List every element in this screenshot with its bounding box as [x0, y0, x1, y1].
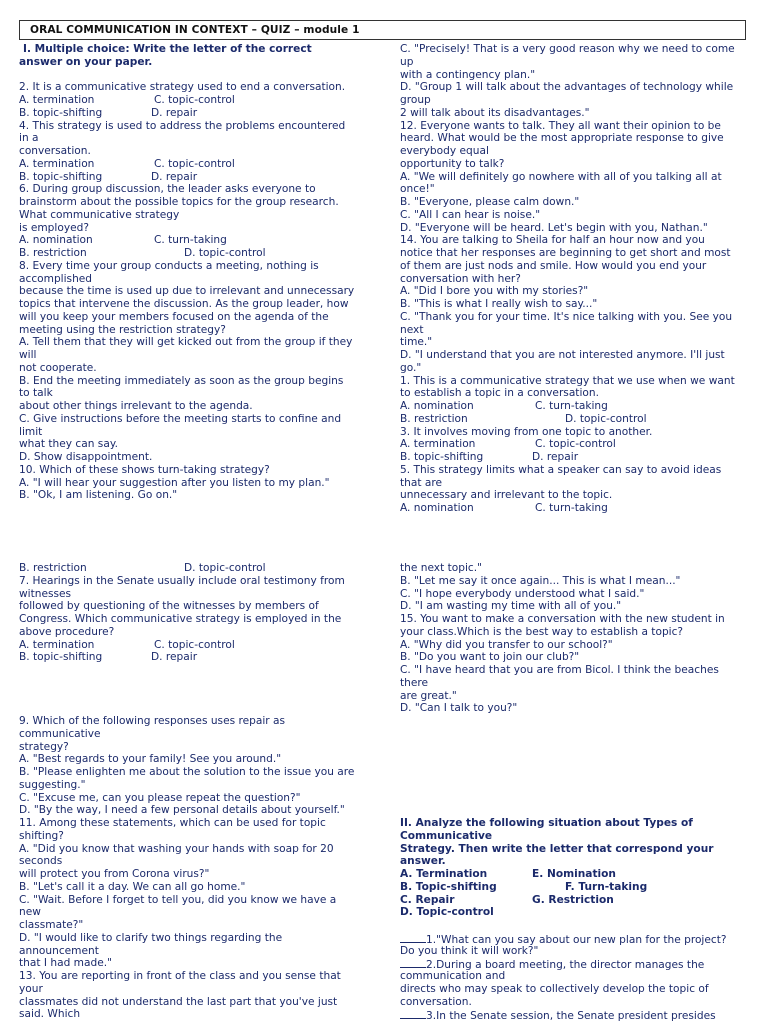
text-line	[400, 285, 735, 298]
text-line	[400, 362, 735, 375]
line-text: 13. You are reporting in front of the class and you sense that	[19, 970, 341, 982]
text-line	[400, 158, 735, 171]
text-line	[19, 945, 354, 958]
line-text: A. "We will definitely go nowhere with all of you talking all at	[400, 170, 722, 183]
text-line	[400, 983, 727, 996]
text-line	[19, 375, 354, 388]
text-line	[400, 626, 725, 639]
text-line	[19, 464, 354, 477]
line-text: brainstorm about the possible topics for the group research.	[19, 196, 339, 208]
line-text: A. termination	[19, 638, 95, 651]
text-line	[19, 477, 354, 490]
line-text: 3.In the Senate session, the Senate president presides	[426, 1010, 716, 1023]
line-text: will	[19, 349, 37, 361]
text-line	[400, 970, 727, 983]
text-line	[400, 132, 735, 145]
text-line	[19, 438, 354, 451]
line-text: Do you think it will work?"	[400, 944, 539, 957]
line-text: classmate?"	[19, 919, 84, 931]
text-line	[400, 919, 727, 932]
line-text: B. "This is what I really wish to say..."	[400, 298, 598, 310]
text-line	[400, 855, 727, 868]
line-text: D. Topic-control	[400, 906, 494, 919]
text-line	[400, 996, 727, 1009]
text-line	[19, 983, 354, 996]
text-line	[400, 894, 727, 907]
text-line	[19, 234, 354, 247]
option-text: C. topic-control	[154, 94, 235, 106]
text-line	[19, 336, 354, 349]
text-line	[19, 651, 345, 664]
line-text: A. "Why did you transfer to our school?"	[400, 638, 613, 651]
text-line	[400, 120, 735, 133]
line-text: is employed?	[19, 221, 89, 234]
line-text: shifting?	[19, 829, 64, 842]
line-text: what they can say.	[19, 438, 118, 451]
line-text: strategy?	[19, 740, 69, 753]
text-line	[19, 588, 345, 601]
line-text: A. termination	[19, 157, 95, 170]
line-text: 5. This strategy limits what a speaker can say to avoid ideas	[400, 463, 722, 476]
text-line	[400, 702, 725, 715]
text-line	[19, 132, 354, 145]
left-column-middle	[19, 562, 345, 664]
line-text: Communicative	[400, 829, 493, 842]
text-line	[400, 843, 727, 856]
line-text: Congress. Which communicative strategy is employed in the	[19, 613, 342, 625]
line-text: D. "By the way, I need a few personal details about yourself."	[19, 804, 345, 817]
text-line	[19, 932, 354, 945]
option-text: E. Nomination	[532, 868, 616, 880]
text-line	[19, 107, 354, 120]
text-line	[400, 677, 725, 690]
line-text: that are	[400, 476, 443, 489]
line-text: B. restriction	[19, 247, 87, 259]
text-line	[400, 43, 735, 56]
text-line	[19, 855, 354, 868]
text-line	[400, 438, 735, 451]
text-line	[19, 575, 345, 588]
line-text: C. "Thank you for your time. It's nice talking with you. See you	[400, 310, 733, 323]
text-line	[19, 94, 354, 107]
line-text: A. Termination	[400, 868, 488, 880]
text-line	[400, 247, 735, 260]
answer-blank[interactable]	[400, 957, 426, 968]
option-text: C. turn-taking	[535, 502, 608, 514]
line-text: will protect you from Corona virus?"	[19, 868, 210, 880]
line-text: B. restriction	[400, 412, 468, 425]
text-line	[19, 183, 354, 196]
text-line	[400, 375, 735, 388]
text-line	[400, 664, 725, 677]
line-text: time."	[400, 336, 433, 349]
text-line	[400, 817, 727, 830]
line-text: answer on your paper.	[19, 55, 153, 68]
line-text: D. "I understand that you are not interested anymore. I'll just	[400, 349, 725, 361]
line-text: once!"	[400, 183, 435, 196]
line-text: go."	[400, 361, 422, 374]
line-text: I. Multiple choice: Write the letter of the correct	[23, 43, 312, 55]
line-text: 10. Which of these shows turn-taking strategy?	[19, 463, 270, 476]
line-text: A. termination	[400, 438, 476, 451]
line-text: C. "Wait. Before I forget to tell you, did you know we have a	[19, 893, 337, 906]
line-text: II. Analyze the following situation about Types of	[400, 817, 693, 829]
line-text: A. "Did you know that washing your hands with soap for 20	[19, 842, 334, 855]
text-line	[19, 792, 354, 805]
text-line	[19, 209, 354, 222]
text-line	[19, 957, 354, 970]
text-line	[19, 600, 345, 613]
text-line	[19, 158, 354, 171]
text-line	[19, 69, 354, 82]
text-line	[400, 260, 735, 273]
line-text: 1. This is a communicative strategy that we use when we want	[400, 374, 735, 387]
line-text: D. "Can I talk to you?"	[400, 702, 518, 715]
text-line	[400, 413, 735, 426]
line-text: A. nomination	[19, 234, 93, 247]
answer-blank[interactable]	[400, 932, 426, 943]
line-text: opportunity to talk?	[400, 157, 505, 170]
line-text: Strategy. Then write the letter that correspond your	[400, 842, 714, 855]
line-text: suggesting."	[19, 778, 86, 791]
text-line	[19, 741, 354, 754]
line-text: A. Tell them that they will get kicked out from the group if they	[19, 336, 353, 349]
text-line	[19, 426, 354, 439]
text-line	[400, 209, 735, 222]
line-text: heard. What would be the most appropriate response to give	[400, 132, 724, 145]
text-line	[400, 502, 735, 515]
line-text: D. "Everyone will be heard. Let's begin with you, Nathan."	[400, 221, 708, 234]
line-text: C. "Excuse me, can you please repeat the question?"	[19, 791, 301, 804]
line-text: about other things irrelevant to the agenda.	[19, 400, 253, 412]
line-text: B. topic-shifting	[19, 106, 103, 119]
text-line	[400, 477, 735, 490]
line-text: will you keep your members focused on the agenda of the	[19, 310, 329, 323]
text-line	[19, 766, 354, 779]
text-line	[400, 222, 735, 235]
line-text: 14. You are talking to Sheila for half an hour now and you	[400, 234, 705, 247]
text-line	[400, 81, 735, 94]
text-line	[400, 196, 735, 209]
line-text: notice that her responses are beginning to get short and most	[400, 247, 731, 259]
text-line	[19, 451, 354, 464]
text-line	[400, 298, 735, 311]
line-text: accomplished	[19, 272, 93, 285]
text-line	[400, 273, 735, 286]
line-text: seconds	[19, 855, 63, 868]
option-text: C. turn-taking	[535, 400, 608, 412]
line-text: are great."	[400, 689, 457, 702]
line-text: above procedure?	[19, 625, 115, 638]
line-text: 8. Every time your group conducts a meeting, nothing is	[19, 259, 319, 272]
text-line	[400, 426, 735, 439]
line-text: C. "I have heard that you are from Bicol. I think the beaches	[400, 664, 719, 676]
option-text: D. repair	[532, 451, 579, 463]
line-text: B. "Let's call it a day. We can all go home."	[19, 880, 246, 893]
line-text: said. Which	[19, 1008, 81, 1021]
text-line	[400, 234, 735, 247]
text-line	[400, 145, 735, 158]
text-line	[19, 145, 354, 158]
text-line	[400, 588, 725, 601]
text-line	[400, 830, 727, 843]
text-line	[400, 400, 735, 413]
line-text: 3. It involves moving from one topic to another.	[400, 425, 653, 438]
line-text: 15. You want to make a conversation with the new student in	[400, 613, 725, 625]
line-text: everybody equal	[400, 145, 489, 157]
line-text: B. topic-shifting	[19, 170, 103, 183]
line-text: B. Topic-shifting	[400, 880, 497, 893]
line-text: D. "I am wasting my time with all of you."	[400, 600, 622, 613]
text-line	[19, 285, 354, 298]
line-text: conversation.	[400, 995, 472, 1008]
line-text: that I had made."	[19, 957, 112, 970]
text-line	[400, 451, 735, 464]
text-line	[19, 996, 354, 1009]
option-text: C. topic-control	[154, 157, 235, 170]
text-line	[400, 489, 735, 502]
line-text: C. "Precisely! That is a very good reason why we need to come	[400, 43, 735, 55]
text-line	[400, 906, 727, 919]
option-text: D. topic-control	[565, 412, 647, 425]
line-text: topics that intervene the discussion. As the group leader, how	[19, 298, 349, 310]
line-text: witnesses	[19, 587, 72, 600]
line-text: 9. Which of the following responses uses repair as	[19, 715, 286, 727]
text-line	[400, 945, 727, 958]
text-line	[19, 247, 354, 260]
line-text: your class.Which is the best way to establish a topic?	[400, 625, 684, 638]
line-text: conversation with her?	[400, 272, 521, 285]
text-line	[19, 311, 354, 324]
line-text: 1."What can you say about our new plan for the project?	[426, 933, 727, 946]
text-line	[400, 575, 725, 588]
line-text: to establish a topic in a conversation.	[400, 387, 599, 400]
right-column-middle	[400, 562, 725, 715]
text-line	[400, 311, 735, 324]
text-line	[400, 651, 725, 664]
line-text: 7. Hearings in the Senate usually include oral testimony from	[19, 574, 345, 587]
text-line	[400, 932, 727, 945]
line-text: C. "All I can hear is noise."	[400, 208, 541, 221]
text-line	[400, 562, 725, 575]
line-text: with a contingency plan."	[400, 68, 536, 81]
text-line	[19, 260, 354, 273]
line-text: D. "I would like to clarify two things regarding the	[19, 931, 283, 944]
text-line	[19, 817, 354, 830]
line-text: 12. Everyone wants to talk. They all want their opinion to be	[400, 119, 721, 132]
line-text: because the time is used up due to irrelevant and unnecessary	[19, 285, 355, 298]
line-text: B. "Let me say it once again... This is what I mean..."	[400, 574, 681, 587]
line-text: communication and	[400, 970, 506, 982]
quiz-title: ORAL COMMUNICATION IN CONTEXT – QUIZ – module 1	[30, 24, 360, 36]
quiz-title-box	[19, 20, 746, 40]
text-line	[19, 1008, 354, 1021]
option-text: D. topic-control	[184, 247, 266, 259]
line-text: answer.	[400, 855, 446, 868]
line-text: 2.During a board meeting, the director manages the	[426, 959, 705, 972]
line-text: C. Repair	[400, 893, 455, 906]
line-text: announcement	[19, 944, 99, 957]
line-text: there	[400, 676, 429, 689]
text-line	[400, 881, 727, 894]
line-text: not cooperate.	[19, 361, 97, 374]
text-line	[19, 324, 354, 337]
option-text: D. repair	[151, 651, 198, 664]
text-line	[19, 970, 354, 983]
text-line	[19, 387, 354, 400]
line-text: your	[19, 982, 43, 995]
text-line	[400, 349, 735, 362]
line-text: A. termination	[19, 94, 95, 106]
line-text: A. "Best regards to your family! See you around."	[19, 753, 282, 766]
text-line	[19, 196, 354, 209]
line-text: B. "Ok, I am listening. Go on."	[19, 489, 178, 502]
text-line	[19, 843, 354, 856]
text-line	[19, 362, 354, 375]
text-line	[19, 273, 354, 286]
line-text: A. nomination	[400, 400, 474, 412]
text-line	[19, 715, 354, 728]
text-line	[400, 324, 735, 337]
text-line	[19, 171, 354, 184]
line-text: unnecessary and irrelevant to the topic.	[400, 489, 613, 502]
line-text: in a	[19, 132, 39, 145]
text-line	[19, 626, 345, 639]
text-line	[400, 1008, 727, 1021]
text-line	[400, 387, 735, 400]
line-text: What communicative strategy	[19, 208, 180, 221]
text-line	[19, 222, 354, 235]
right-column-top	[400, 43, 735, 515]
line-text: 11. Among these statements, which can be used for topic	[19, 817, 326, 829]
text-line	[19, 120, 354, 133]
text-line	[400, 94, 735, 107]
line-text: A. "I will hear your suggestion after you listen to my plan."	[19, 476, 330, 489]
text-line	[19, 639, 345, 652]
text-line	[19, 613, 345, 626]
text-line	[400, 56, 735, 69]
line-text: conversation.	[19, 145, 91, 157]
text-line	[400, 171, 735, 184]
option-text: C. turn-taking	[154, 234, 227, 247]
text-line	[19, 728, 354, 741]
line-text: B. topic-shifting	[19, 651, 103, 664]
line-text: 4. This strategy is used to address the problems encountered	[19, 119, 346, 132]
answer-blank[interactable]	[400, 1008, 426, 1019]
line-text: communicative	[19, 727, 101, 740]
text-line	[19, 349, 354, 362]
text-line	[19, 830, 354, 843]
text-line	[400, 868, 727, 881]
line-text: of them are just nods and smile. How would you end your	[400, 259, 707, 272]
text-line	[400, 613, 725, 626]
text-line	[19, 562, 345, 575]
line-text: directs who may speak to collectively develop the topic of	[400, 982, 709, 995]
text-line	[19, 779, 354, 792]
line-text: followed by questioning of the witnesses by members of	[19, 600, 319, 613]
text-line	[400, 464, 735, 477]
text-line	[400, 600, 725, 613]
text-line	[400, 690, 725, 703]
text-line	[19, 894, 354, 907]
line-text: D. Show disappointment.	[19, 451, 153, 463]
option-text: D. repair	[151, 170, 198, 183]
left-column-bottom	[19, 715, 354, 1021]
text-line	[19, 753, 354, 766]
line-text: the next topic."	[400, 562, 482, 574]
option-text: D. repair	[151, 106, 198, 119]
right-column-bottom	[400, 817, 727, 1021]
option-text: F. Turn-taking	[565, 880, 648, 893]
text-line	[19, 906, 354, 919]
line-text: B. topic-shifting	[400, 451, 484, 463]
line-text: 6. During group discussion, the leader asks everyone to	[19, 183, 316, 196]
line-text: B. End the meeting immediately as soon as the group begins	[19, 374, 344, 387]
line-text: limit	[19, 425, 43, 438]
text-line	[400, 639, 725, 652]
option-text: G. Restriction	[532, 893, 614, 906]
line-text: D. "Group 1 will talk about the advantages of technology while	[400, 81, 734, 94]
text-line	[400, 183, 735, 196]
line-text: A. nomination	[400, 502, 474, 514]
line-text: next	[400, 323, 424, 336]
text-line	[400, 957, 727, 970]
line-text: to talk	[19, 387, 53, 400]
option-text: D. topic-control	[184, 562, 266, 574]
line-text: B. "Please enlighten me about the solution to the issue you are	[19, 766, 355, 778]
option-text: C. topic-control	[535, 438, 616, 451]
line-text: meeting using the restriction strategy?	[19, 323, 226, 336]
text-line	[19, 413, 354, 426]
text-line	[19, 919, 354, 932]
line-text: C. Give instructions before the meeting starts to confine and	[19, 412, 342, 425]
left-column-top	[19, 43, 354, 502]
text-line	[19, 489, 354, 502]
text-line	[400, 69, 735, 82]
line-text: 2 will talk about its disadvantages."	[400, 106, 590, 119]
text-line	[19, 81, 354, 94]
text-line	[19, 400, 354, 413]
text-line	[19, 43, 354, 56]
line-text: classmates did not understand the last part that you've just	[19, 995, 338, 1008]
text-line	[19, 868, 354, 881]
line-text: B. restriction	[19, 562, 87, 574]
text-line	[19, 298, 354, 311]
line-text: 2. It is a communicative strategy used to end a conversation.	[19, 81, 346, 94]
text-line	[400, 107, 735, 120]
line-text: up	[400, 55, 414, 68]
line-text: B. "Everyone, please calm down."	[400, 196, 580, 208]
text-line	[400, 336, 735, 349]
text-line	[19, 804, 354, 817]
line-text: group	[400, 94, 431, 106]
text-line	[19, 881, 354, 894]
line-text: B. "Do you want to join our club?"	[400, 651, 580, 664]
line-text: new	[19, 906, 41, 919]
line-text: C. "I hope everybody understood what I said."	[400, 587, 645, 600]
text-line	[19, 56, 354, 69]
option-text: C. topic-control	[154, 638, 235, 651]
line-text: A. "Did I bore you with my stories?"	[400, 285, 589, 298]
